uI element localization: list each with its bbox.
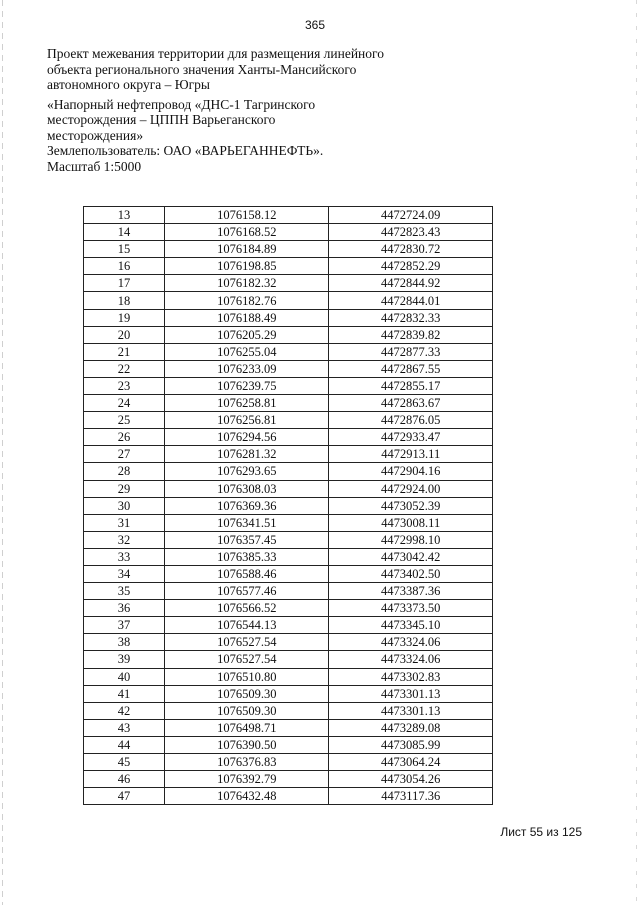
table-row <box>84 429 493 446</box>
point-number-cell: 36 <box>84 600 165 617</box>
x-coordinate-cell: 1076255.04 <box>165 343 329 360</box>
point-number-cell: 15 <box>84 241 165 258</box>
x-coordinate-cell: 1076510.80 <box>165 668 329 685</box>
header-line: Землепользователь: ОАО «ВАРЬЕГАННЕФТЬ». <box>47 143 324 158</box>
header-line: Проект межевания территории для размещения линейного <box>47 46 384 61</box>
y-coordinate-cell: 4472823.43 <box>329 224 493 241</box>
point-number-cell: 35 <box>84 583 165 600</box>
table-row <box>84 788 493 805</box>
point-number-cell: 16 <box>84 258 165 275</box>
table-row <box>84 754 493 771</box>
y-coordinate-cell: 4473289.08 <box>329 719 493 736</box>
table-row <box>84 224 493 241</box>
table-row <box>84 463 493 480</box>
y-coordinate-cell: 4472877.33 <box>329 343 493 360</box>
x-coordinate-cell: 1076294.56 <box>165 429 329 446</box>
header-line: автономного округа – Югры <box>47 77 210 92</box>
y-coordinate-cell: 4472863.67 <box>329 395 493 412</box>
table-row <box>84 548 493 565</box>
x-coordinate-cell: 1076182.32 <box>165 275 329 292</box>
table-row <box>84 736 493 753</box>
point-number-cell: 31 <box>84 514 165 531</box>
point-number-cell: 28 <box>84 463 165 480</box>
point-number-cell: 30 <box>84 497 165 514</box>
x-coordinate-cell: 1076509.30 <box>165 702 329 719</box>
table-row <box>84 668 493 685</box>
table-row <box>84 565 493 582</box>
y-coordinate-cell: 4472844.01 <box>329 292 493 309</box>
point-number-cell: 46 <box>84 771 165 788</box>
table-row <box>84 600 493 617</box>
y-coordinate-cell: 4473324.06 <box>329 651 493 668</box>
x-coordinate-cell: 1076281.32 <box>165 446 329 463</box>
y-coordinate-cell: 4472844.92 <box>329 275 493 292</box>
point-number-cell: 42 <box>84 702 165 719</box>
coordinates-table <box>83 206 493 805</box>
y-coordinate-cell: 4472867.55 <box>329 360 493 377</box>
y-coordinate-cell: 4473387.36 <box>329 583 493 600</box>
x-coordinate-cell: 1076509.30 <box>165 685 329 702</box>
table-row <box>84 275 493 292</box>
x-coordinate-cell: 1076527.54 <box>165 634 329 651</box>
table-row <box>84 651 493 668</box>
y-coordinate-cell: 4473054.26 <box>329 771 493 788</box>
point-number-cell: 38 <box>84 634 165 651</box>
y-coordinate-cell: 4472933.47 <box>329 429 493 446</box>
x-coordinate-cell: 1076390.50 <box>165 736 329 753</box>
point-number-cell: 20 <box>84 326 165 343</box>
x-coordinate-cell: 1076233.09 <box>165 360 329 377</box>
table-row <box>84 446 493 463</box>
y-coordinate-cell: 4472855.17 <box>329 377 493 394</box>
point-number-cell: 26 <box>84 429 165 446</box>
table-row <box>84 343 493 360</box>
point-number-cell: 13 <box>84 207 165 224</box>
point-number-cell: 34 <box>84 565 165 582</box>
header-line: объекта регионального значения Ханты-Мансийского <box>47 61 357 77</box>
point-number-cell: 21 <box>84 343 165 360</box>
y-coordinate-cell: 4473373.50 <box>329 600 493 617</box>
y-coordinate-cell: 4472852.29 <box>329 258 493 275</box>
point-number-cell: 19 <box>84 309 165 326</box>
point-number-cell: 41 <box>84 685 165 702</box>
point-number-cell: 25 <box>84 412 165 429</box>
point-number-cell: 45 <box>84 754 165 771</box>
y-coordinate-cell: 4473042.42 <box>329 548 493 565</box>
table-row <box>84 258 493 275</box>
x-coordinate-cell: 1076369.36 <box>165 497 329 514</box>
table-row <box>84 412 493 429</box>
table-row <box>84 685 493 702</box>
x-coordinate-cell: 1076357.45 <box>165 531 329 548</box>
point-number-cell: 24 <box>84 395 165 412</box>
x-coordinate-cell: 1076432.48 <box>165 788 329 805</box>
x-coordinate-cell: 1076385.33 <box>165 548 329 565</box>
y-coordinate-cell: 4473302.83 <box>329 668 493 685</box>
header-line: месторождения» <box>47 127 144 143</box>
y-coordinate-cell: 4472913.11 <box>329 446 493 463</box>
y-coordinate-cell: 4473301.13 <box>329 702 493 719</box>
y-coordinate-cell: 4472998.10 <box>329 531 493 548</box>
sheet-counter: Лист 55 из 125 <box>500 825 582 839</box>
table-row <box>84 771 493 788</box>
point-number-cell: 39 <box>84 651 165 668</box>
point-number-cell: 32 <box>84 531 165 548</box>
x-coordinate-cell: 1076158.12 <box>165 207 329 224</box>
point-number-cell: 33 <box>84 548 165 565</box>
table-row <box>84 583 493 600</box>
table-row <box>84 292 493 309</box>
x-coordinate-cell: 1076188.49 <box>165 309 329 326</box>
y-coordinate-cell: 4472876.05 <box>329 412 493 429</box>
x-coordinate-cell: 1076198.85 <box>165 258 329 275</box>
table-row <box>84 480 493 497</box>
y-coordinate-cell: 4473008.11 <box>329 514 493 531</box>
x-coordinate-cell: 1076577.46 <box>165 583 329 600</box>
point-number-cell: 29 <box>84 480 165 497</box>
x-coordinate-cell: 1076588.46 <box>165 565 329 582</box>
y-coordinate-cell: 4472839.82 <box>329 326 493 343</box>
y-coordinate-cell: 4472830.72 <box>329 241 493 258</box>
table-row <box>84 617 493 634</box>
header-line: «Напорный нефтепровод «ДНС-1 Тагринского <box>47 96 316 112</box>
table-row <box>84 514 493 531</box>
point-number-cell: 40 <box>84 668 165 685</box>
x-coordinate-cell: 1076256.81 <box>165 412 329 429</box>
x-coordinate-cell: 1076308.03 <box>165 480 329 497</box>
document-header <box>47 46 387 174</box>
table-row <box>84 702 493 719</box>
x-coordinate-cell: 1076168.52 <box>165 224 329 241</box>
x-coordinate-cell: 1076376.83 <box>165 754 329 771</box>
page-number: 365 <box>304 18 326 32</box>
x-coordinate-cell: 1076293.65 <box>165 463 329 480</box>
y-coordinate-cell: 4472832.33 <box>329 309 493 326</box>
y-coordinate-cell: 4473345.10 <box>329 617 493 634</box>
y-coordinate-cell: 4473324.06 <box>329 634 493 651</box>
x-coordinate-cell: 1076341.51 <box>165 514 329 531</box>
point-number-cell: 43 <box>84 719 165 736</box>
x-coordinate-cell: 1076527.54 <box>165 651 329 668</box>
point-number-cell: 37 <box>84 617 165 634</box>
table-row <box>84 719 493 736</box>
table-row <box>84 395 493 412</box>
point-number-cell: 18 <box>84 292 165 309</box>
coordinates-table-body <box>84 207 493 805</box>
header-line: месторождения – ЦППН Варьеганского <box>47 112 276 127</box>
table-row <box>84 497 493 514</box>
point-number-cell: 27 <box>84 446 165 463</box>
x-coordinate-cell: 1076239.75 <box>165 377 329 394</box>
x-coordinate-cell: 1076392.79 <box>165 771 329 788</box>
x-coordinate-cell: 1076182.76 <box>165 292 329 309</box>
y-coordinate-cell: 4473085.99 <box>329 736 493 753</box>
y-coordinate-cell: 4473052.39 <box>329 497 493 514</box>
y-coordinate-cell: 4472724.09 <box>329 207 493 224</box>
table-row <box>84 360 493 377</box>
header-line: Масштаб 1:5000 <box>47 158 142 174</box>
table-row <box>84 241 493 258</box>
x-coordinate-cell: 1076258.81 <box>165 395 329 412</box>
y-coordinate-cell: 4473301.13 <box>329 685 493 702</box>
point-number-cell: 47 <box>84 788 165 805</box>
y-coordinate-cell: 4473117.36 <box>329 788 493 805</box>
point-number-cell: 14 <box>84 224 165 241</box>
x-coordinate-cell: 1076498.71 <box>165 719 329 736</box>
table-row <box>84 309 493 326</box>
scan-edge-right <box>636 0 637 905</box>
y-coordinate-cell: 4472924.00 <box>329 480 493 497</box>
x-coordinate-cell: 1076566.52 <box>165 600 329 617</box>
table-row <box>84 326 493 343</box>
table-row <box>84 531 493 548</box>
y-coordinate-cell: 4473402.50 <box>329 565 493 582</box>
point-number-cell: 22 <box>84 360 165 377</box>
y-coordinate-cell: 4472904.16 <box>329 463 493 480</box>
x-coordinate-cell: 1076544.13 <box>165 617 329 634</box>
scan-edge-left <box>2 0 3 905</box>
table-row <box>84 377 493 394</box>
x-coordinate-cell: 1076184.89 <box>165 241 329 258</box>
point-number-cell: 23 <box>84 377 165 394</box>
y-coordinate-cell: 4473064.24 <box>329 754 493 771</box>
table-row <box>84 207 493 224</box>
table-row <box>84 634 493 651</box>
point-number-cell: 17 <box>84 275 165 292</box>
point-number-cell: 44 <box>84 736 165 753</box>
x-coordinate-cell: 1076205.29 <box>165 326 329 343</box>
